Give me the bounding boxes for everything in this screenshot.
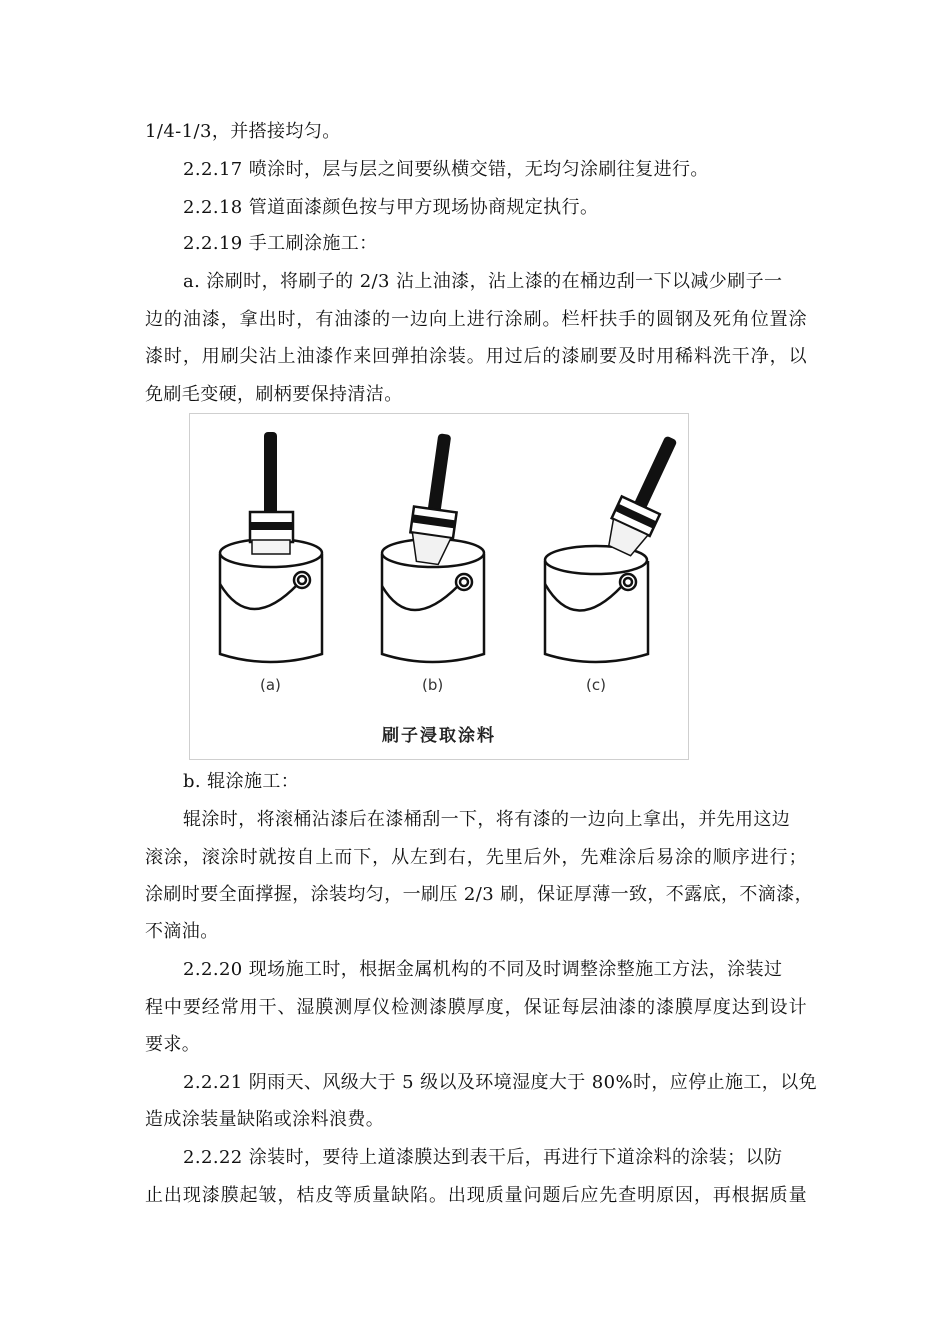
text-line-11: 滚涂，滚涂时就按自上而下，从左到右，先里后外，先难涂后易涂的顺序进行； — [145, 847, 807, 868]
text-line-3: 2.2.18 管道面漆颜色按与甲方现场协商规定执行。 — [183, 197, 599, 218]
text-line-5: a. 涂刷时，将刷子的 2/3 沾上油漆，沾上漆的在桶边刮一下以减少刷子一 — [183, 271, 783, 292]
bucket-c — [545, 429, 688, 662]
text-line-2: 2.2.17 喷涂时，层与层之间要纵横交错，无均匀涂刷往复进行。 — [183, 159, 709, 180]
bucket-b — [382, 431, 484, 662]
text-line-8: 免刷毛变硬，刷柄要保持清洁。 — [145, 384, 403, 405]
label-b: (b) — [422, 676, 444, 694]
text-line-15: 程中要经常用干、湿膜测厚仪检测漆膜厚度，保证每层油漆的漆膜厚度达到设计 — [145, 997, 807, 1018]
brush-dipping-figure — [189, 413, 689, 760]
text-line-1: 1/4-1/3，并搭接均匀。 — [145, 121, 341, 142]
text-line-18: 造成涂装量缺陷或涂料浪费。 — [145, 1109, 385, 1130]
text-line-6: 边的油漆，拿出时，有油漆的一边向上进行涂刷。栏杆扶手的圆钢及死角位置涂 — [145, 309, 807, 330]
text-line-7: 漆时，用刷尖沾上油漆作来回弹拍涂装。用过后的漆刷要及时用稀料洗干净，以 — [145, 346, 807, 367]
label-a: (a) — [260, 676, 281, 694]
label-c: (c) — [586, 676, 606, 694]
figure-caption: 刷子浸取涂料 — [382, 726, 496, 746]
text-line-17: 2.2.21 阴雨天、风级大于 5 级以及环境湿度大于 80%时，应停止施工，以免 — [183, 1072, 817, 1093]
text-line-9: b. 辊涂施工： — [183, 771, 300, 792]
paint-bucket-illustration — [190, 414, 688, 759]
text-line-16: 要求。 — [145, 1034, 201, 1055]
text-line-4: 2.2.19 手工刷涂施工： — [183, 233, 378, 254]
text-line-13: 不滴油。 — [145, 921, 219, 942]
text-line-10: 辊涂时，将滚桶沾漆后在漆桶刮一下，将有漆的一边向上拿出，并先用这边 — [183, 809, 791, 830]
text-line-20: 止出现漆膜起皱，桔皮等质量缺陷。出现质量问题后应先查明原因，再根据质量 — [145, 1185, 807, 1206]
text-line-14: 2.2.20 现场施工时，根据金属机构的不同及时调整涂整施工方法，涂装过 — [183, 959, 783, 980]
bucket-a — [220, 432, 322, 662]
text-line-19: 2.2.22 涂装时，要待上道漆膜达到表干后，再进行下道涂料的涂装；以防 — [183, 1147, 783, 1168]
text-line-12: 涂刷时要全面撑握，涂装均匀，一刷压 2/3 刷，保证厚薄一致，不露底，不滴漆， — [145, 884, 814, 905]
